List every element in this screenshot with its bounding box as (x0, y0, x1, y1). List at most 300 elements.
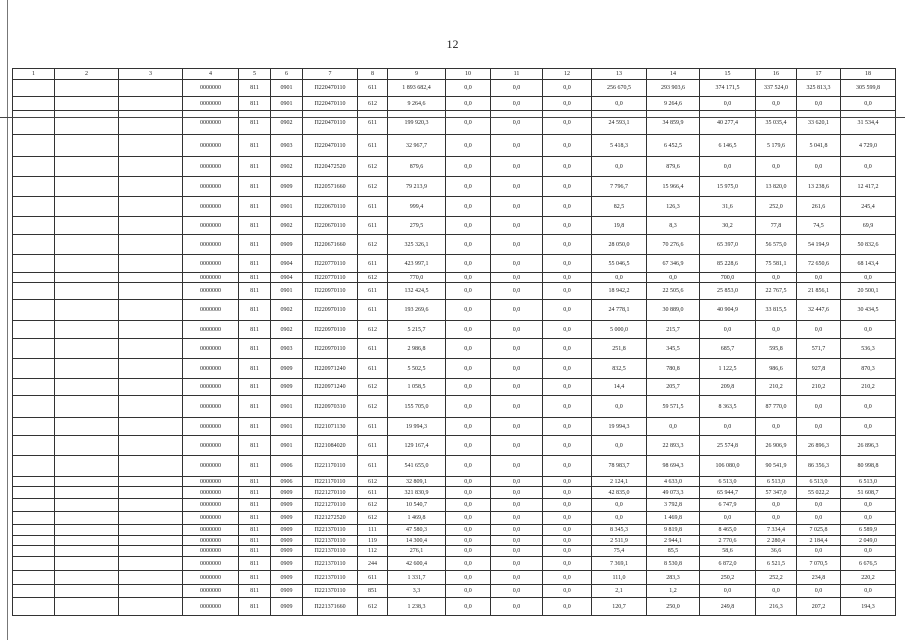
table-row (13, 157, 896, 177)
table-cell: 0,0 (446, 111, 491, 135)
table-cell: 0,0 (446, 283, 491, 300)
table-cell: 9 819,8 (647, 525, 700, 536)
table-cell: 42 600,4 (388, 557, 446, 571)
table-header-row (13, 69, 896, 80)
table-cell: 0,0 (700, 512, 756, 525)
table-cell: 0909 (271, 235, 303, 255)
table-cell: 0,0 (543, 177, 592, 197)
table-cell: 611 (358, 255, 388, 273)
table-cell: 2 280,4 (756, 536, 797, 546)
table-cell: 611 (358, 80, 388, 97)
table-cell: 31,6 (700, 197, 756, 217)
table-row (13, 97, 896, 111)
table-row (13, 436, 896, 456)
table-cell (13, 217, 55, 235)
table-cell: 325 813,3 (797, 80, 841, 97)
table-cell: П221370110 (303, 571, 358, 585)
table-row (13, 557, 896, 571)
column-header: 18 (841, 69, 896, 80)
table-cell: 0902 (271, 217, 303, 235)
table-cell: 40 277,4 (700, 111, 756, 135)
table-cell: 595,8 (756, 339, 797, 359)
table-cell: 216,3 (756, 598, 797, 616)
table-cell (13, 546, 55, 557)
table-cell: 0,0 (543, 235, 592, 255)
table-cell: 0,0 (446, 255, 491, 273)
table-cell: 611 (358, 135, 388, 157)
table-cell (55, 525, 119, 536)
table-cell: 0,0 (543, 557, 592, 571)
table-cell: 0,0 (446, 321, 491, 339)
table-cell (119, 546, 183, 557)
table-cell: 0901 (271, 436, 303, 456)
table-cell: 6 452,5 (647, 135, 700, 157)
table-cell: 25 574,8 (700, 436, 756, 456)
table-cell: 0000000 (183, 157, 239, 177)
table-cell: 811 (239, 598, 271, 616)
left-border-line (7, 0, 8, 640)
table-cell: 0901 (271, 80, 303, 97)
table-cell: 0,0 (543, 477, 592, 487)
table-cell: 1 122,5 (700, 359, 756, 379)
table-cell: 0,0 (543, 111, 592, 135)
table-cell (55, 571, 119, 585)
table-cell: 74,5 (797, 217, 841, 235)
table-cell: 209,8 (700, 379, 756, 396)
column-header: 13 (592, 69, 647, 80)
table-cell (55, 321, 119, 339)
table-cell: 0000000 (183, 525, 239, 536)
table-cell: 7 070,5 (797, 557, 841, 571)
table-cell: 57 347,0 (756, 487, 797, 499)
table-cell: 5 502,5 (388, 359, 446, 379)
table-cell: 0,0 (543, 359, 592, 379)
table-cell: 0,0 (756, 157, 797, 177)
table-cell: 0,0 (592, 499, 647, 512)
table-cell: 0,0 (543, 97, 592, 111)
table-cell: 0,0 (446, 300, 491, 321)
table-cell: 0,0 (491, 571, 543, 585)
table-row (13, 255, 896, 273)
table-cell (13, 536, 55, 546)
table-cell: 0000000 (183, 536, 239, 546)
table-cell: 0000000 (183, 300, 239, 321)
table-cell: 0,0 (446, 97, 491, 111)
table-cell (119, 157, 183, 177)
table-cell: 0909 (271, 177, 303, 197)
table-cell: 34 859,9 (647, 111, 700, 135)
table-cell: 7 369,1 (592, 557, 647, 571)
table-cell: 0,0 (446, 217, 491, 235)
table-cell: 811 (239, 255, 271, 273)
table-cell: 0,0 (756, 97, 797, 111)
table-cell: 571,7 (797, 339, 841, 359)
table-cell: 40 904,9 (700, 300, 756, 321)
table-cell: 0000000 (183, 499, 239, 512)
table-cell: 870,3 (841, 359, 896, 379)
table-cell: 611 (358, 418, 388, 436)
table-cell: 90 541,9 (756, 456, 797, 477)
table-cell: 986,6 (756, 359, 797, 379)
table-cell (119, 339, 183, 359)
table-cell (13, 321, 55, 339)
table-cell: 611 (358, 283, 388, 300)
table-cell (119, 321, 183, 339)
table-cell: 26 896,3 (841, 436, 896, 456)
table-cell: 0,0 (543, 197, 592, 217)
table-cell: 0902 (271, 300, 303, 321)
table-cell: 0,0 (543, 217, 592, 235)
table-cell (119, 217, 183, 235)
table-cell: 811 (239, 359, 271, 379)
table-cell: 0,0 (446, 177, 491, 197)
table-cell: 0902 (271, 111, 303, 135)
table-cell (13, 339, 55, 359)
table-cell (13, 598, 55, 616)
table-cell: 811 (239, 111, 271, 135)
table-cell: 0909 (271, 571, 303, 585)
table-cell: 112 (358, 546, 388, 557)
table-row (13, 546, 896, 557)
table-cell: 811 (239, 283, 271, 300)
table-cell: 612 (358, 477, 388, 487)
column-header: 8 (358, 69, 388, 80)
table-cell: 8 363,5 (700, 396, 756, 418)
table-cell: 374 171,5 (700, 80, 756, 97)
table-cell: 851 (358, 585, 388, 598)
table-cell: 1,2 (647, 585, 700, 598)
table-cell: 245,4 (841, 197, 896, 217)
table-cell: 0,0 (543, 499, 592, 512)
table-cell: 0,0 (841, 321, 896, 339)
table-cell: 0,0 (543, 598, 592, 616)
table-cell: 0000000 (183, 273, 239, 283)
table-cell: 0903 (271, 339, 303, 359)
table-cell: 811 (239, 339, 271, 359)
table-cell (55, 585, 119, 598)
table-cell: 0901 (271, 283, 303, 300)
table-cell (13, 456, 55, 477)
table-cell (55, 157, 119, 177)
table-cell: 22 893,3 (647, 436, 700, 456)
table-row (13, 396, 896, 418)
table-cell: 32 809,1 (388, 477, 446, 487)
table-cell: 234,8 (797, 571, 841, 585)
table-cell: 0,0 (592, 436, 647, 456)
table-cell (13, 197, 55, 217)
table-cell: 0000000 (183, 255, 239, 273)
table-cell: 2 124,1 (592, 477, 647, 487)
table-cell (13, 571, 55, 585)
table-cell: 87 770,0 (756, 396, 797, 418)
table-cell: 536,3 (841, 339, 896, 359)
table-cell: 0000000 (183, 177, 239, 197)
table-cell: 0000000 (183, 546, 239, 557)
table-cell: 0000000 (183, 571, 239, 585)
table-cell (55, 197, 119, 217)
table-cell: 0909 (271, 359, 303, 379)
table-cell: 612 (358, 499, 388, 512)
table-cell: 2 944,1 (647, 536, 700, 546)
table-cell: 80 998,8 (841, 456, 896, 477)
table-cell (55, 396, 119, 418)
table-cell: 5 418,3 (592, 135, 647, 157)
table-row (13, 283, 896, 300)
table-row (13, 339, 896, 359)
table-cell (55, 97, 119, 111)
table-cell: 78 983,7 (592, 456, 647, 477)
table-cell: 8,3 (647, 217, 700, 235)
table-row (13, 217, 896, 235)
table-cell: 0,0 (491, 217, 543, 235)
table-cell (119, 283, 183, 300)
table-cell: 612 (358, 157, 388, 177)
table-cell: 0,0 (491, 300, 543, 321)
table-cell: 252,2 (756, 571, 797, 585)
table-cell (55, 283, 119, 300)
table-cell: 0,0 (446, 359, 491, 379)
table-cell: П221170110 (303, 456, 358, 477)
table-cell: 0,0 (491, 585, 543, 598)
table-cell: 0,0 (491, 546, 543, 557)
table-cell: 811 (239, 546, 271, 557)
table-row (13, 321, 896, 339)
table-cell: 0000000 (183, 111, 239, 135)
table-cell: 0,0 (491, 339, 543, 359)
table-cell (13, 436, 55, 456)
table-cell (119, 571, 183, 585)
table-cell: 0,0 (491, 456, 543, 477)
table-cell: 0,0 (756, 512, 797, 525)
table-cell: 0904 (271, 273, 303, 283)
table-cell: 0,0 (841, 546, 896, 557)
table-cell: 0,0 (491, 396, 543, 418)
table-cell: 49 073,3 (647, 487, 700, 499)
table-cell: 1 238,3 (388, 598, 446, 616)
table-cell: 0,0 (446, 418, 491, 436)
table-cell: 0,0 (797, 512, 841, 525)
table-cell: 0,0 (543, 135, 592, 157)
table-cell: 832,5 (592, 359, 647, 379)
table-cell: 0,0 (841, 157, 896, 177)
table-cell: 811 (239, 80, 271, 97)
table-cell: 14,4 (592, 379, 647, 396)
table-cell (13, 418, 55, 436)
table-cell: 210,2 (797, 379, 841, 396)
table-cell (55, 111, 119, 135)
column-header: 15 (700, 69, 756, 80)
table-cell: 0000000 (183, 477, 239, 487)
table-cell: 0901 (271, 197, 303, 217)
table-cell: П220770110 (303, 255, 358, 273)
table-cell: 6 521,5 (756, 557, 797, 571)
table-cell (13, 300, 55, 321)
table-cell: 0,0 (841, 512, 896, 525)
table-cell (13, 255, 55, 273)
table-cell: 0,0 (592, 396, 647, 418)
table-cell: 79 213,9 (388, 177, 446, 197)
table-cell: 811 (239, 436, 271, 456)
table-cell: 611 (358, 487, 388, 499)
table-cell: 0,0 (491, 321, 543, 339)
column-header: 14 (647, 69, 700, 80)
table-cell: 0,0 (446, 499, 491, 512)
table-cell: 0,0 (446, 456, 491, 477)
column-header: 2 (55, 69, 119, 80)
table-cell: 612 (358, 273, 388, 283)
table-cell: 811 (239, 135, 271, 157)
table-cell (55, 436, 119, 456)
table-cell: 611 (358, 339, 388, 359)
table-body (13, 80, 896, 616)
table-cell: 5 215,7 (388, 321, 446, 339)
table-cell: 811 (239, 217, 271, 235)
table-cell (55, 512, 119, 525)
table-cell (119, 512, 183, 525)
table-cell: 25 853,0 (700, 283, 756, 300)
table-cell: 7 334,4 (756, 525, 797, 536)
table-row (13, 197, 896, 217)
table-cell: 811 (239, 379, 271, 396)
table-cell: 611 (358, 197, 388, 217)
table-cell: 2,1 (592, 585, 647, 598)
table-cell: 0,0 (543, 273, 592, 283)
table-cell: 0,0 (797, 396, 841, 418)
table-cell: 0,0 (491, 177, 543, 197)
table-cell: 20 500,1 (841, 283, 896, 300)
table-cell: 0,0 (491, 499, 543, 512)
table-cell (55, 536, 119, 546)
table-cell: 305 599,8 (841, 80, 896, 97)
table-cell (119, 235, 183, 255)
table-cell: 12 417,2 (841, 177, 896, 197)
table-cell: 65 944,7 (700, 487, 756, 499)
table-cell: 4 633,0 (647, 477, 700, 487)
table-cell (119, 487, 183, 499)
table-cell: 0,0 (543, 80, 592, 97)
table-cell: 9 264,6 (388, 97, 446, 111)
table-cell: 0,0 (491, 235, 543, 255)
table-cell: 811 (239, 557, 271, 571)
table-cell: 59 571,5 (647, 396, 700, 418)
table-cell: П220971240 (303, 359, 358, 379)
table-cell (55, 557, 119, 571)
table-cell (119, 585, 183, 598)
table-cell: 611 (358, 359, 388, 379)
table-row (13, 111, 896, 135)
table-cell: 215,7 (647, 321, 700, 339)
table-cell: 0,0 (491, 197, 543, 217)
table-cell: П220470110 (303, 97, 358, 111)
table-cell (55, 499, 119, 512)
table-cell (55, 217, 119, 235)
table-cell: 0000000 (183, 97, 239, 111)
table-cell: 0,0 (446, 436, 491, 456)
table-cell: 21 856,1 (797, 283, 841, 300)
table-cell: 111,0 (592, 571, 647, 585)
table-cell: 19 994,3 (592, 418, 647, 436)
table-cell: 56 575,0 (756, 235, 797, 255)
table-cell: 18 942,2 (592, 283, 647, 300)
table-cell: 0,0 (592, 97, 647, 111)
table-cell: П220472520 (303, 157, 358, 177)
table-cell: 0,0 (592, 157, 647, 177)
table-cell: 0,0 (647, 273, 700, 283)
table-cell: П220970110 (303, 300, 358, 321)
table-cell (13, 283, 55, 300)
table-cell: 0,0 (543, 546, 592, 557)
table-cell: 210,2 (841, 379, 896, 396)
table-cell: 0,0 (491, 512, 543, 525)
table-cell: 0909 (271, 487, 303, 499)
table-cell: 0,0 (491, 536, 543, 546)
table-cell: 58,6 (700, 546, 756, 557)
table-cell: 120,7 (592, 598, 647, 616)
table-cell: 69,9 (841, 217, 896, 235)
table-cell: 0,0 (543, 300, 592, 321)
table-cell (55, 177, 119, 197)
table-cell: 0,0 (543, 283, 592, 300)
table-cell: 612 (358, 396, 388, 418)
table-row (13, 418, 896, 436)
table-cell (119, 111, 183, 135)
table-cell: 30,2 (700, 217, 756, 235)
table-cell: 0,0 (446, 546, 491, 557)
table-cell: 22 505,6 (647, 283, 700, 300)
table-cell: 86 356,3 (797, 456, 841, 477)
table-cell: П221170110 (303, 477, 358, 487)
table-cell: 0,0 (491, 487, 543, 499)
table-cell: 612 (358, 235, 388, 255)
table-cell (119, 396, 183, 418)
table-cell: 72 650,6 (797, 255, 841, 273)
table-cell (119, 598, 183, 616)
table-row (13, 177, 896, 197)
table-cell: П221370110 (303, 585, 358, 598)
table-cell: 2 184,4 (797, 536, 841, 546)
table-cell (13, 525, 55, 536)
table-cell (13, 111, 55, 135)
table-cell (55, 80, 119, 97)
table-cell: 0909 (271, 525, 303, 536)
table-cell: 55 022,2 (797, 487, 841, 499)
table-cell: 0904 (271, 255, 303, 273)
table-cell: 0,0 (446, 525, 491, 536)
table-cell: 541 655,0 (388, 456, 446, 477)
table-cell: 0,0 (543, 255, 592, 273)
column-header: 9 (388, 69, 446, 80)
table-cell: 811 (239, 418, 271, 436)
table-cell: 129 167,4 (388, 436, 446, 456)
table-cell: 6 146,5 (700, 135, 756, 157)
table-cell: 811 (239, 235, 271, 255)
table-row (13, 536, 896, 546)
table-cell: 31 534,4 (841, 111, 896, 135)
table-row (13, 477, 896, 487)
table-cell: 111 (358, 525, 388, 536)
table-cell: 0906 (271, 456, 303, 477)
table-cell: 0,0 (491, 111, 543, 135)
table-cell: 0,0 (491, 477, 543, 487)
table-cell (119, 97, 183, 111)
table-cell: 0,0 (446, 585, 491, 598)
table-cell: 51 608,7 (841, 487, 896, 499)
table-cell: П221272520 (303, 512, 358, 525)
table-cell: 0,0 (756, 418, 797, 436)
table-cell (13, 512, 55, 525)
table-cell: 0909 (271, 585, 303, 598)
table-cell: 0,0 (700, 585, 756, 598)
